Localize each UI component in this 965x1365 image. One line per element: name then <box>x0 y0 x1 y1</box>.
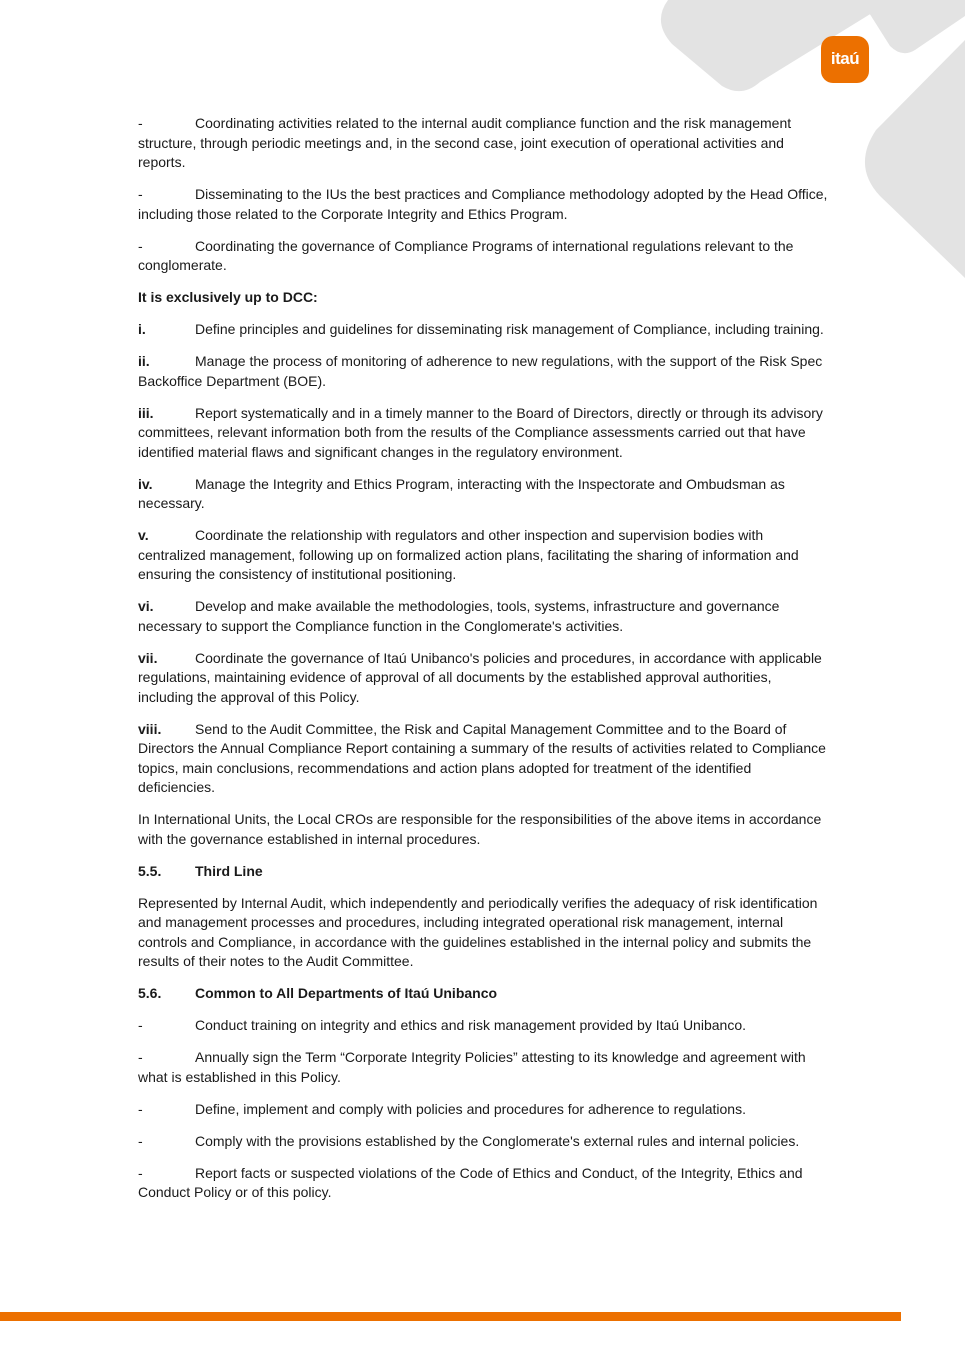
item-text: Manage the process of monitoring of adherence to new regulations, with the support of the Risk Spec Backoffice Department (BOE). <box>138 353 823 389</box>
top-item <box>138 185 830 224</box>
item-text: Annually sign the Term “Corporate Integrity Policies” attesting to its knowledge and agreement with what is established in this Policy. <box>138 1049 806 1085</box>
item-text: Define, implement and comply with policies and procedures for adherence to regulations. <box>195 1100 746 1117</box>
item-text: Coordinate the relationship with regulators and other inspection and supervision bodies with centralized management, following up on formalized action plans, facilitating the sharing of information and ensuring the consistency of institutional positioning. <box>138 527 799 582</box>
section-5-5-body: Represented by Internal Audit, which independently and periodically verifies the adequacy of risk identification and management processes and procedures, including integrated operational risk management, internal controls and Compliance, in accordance with the guidelines established in the internal policy and submits the results of their notes to the Audit Committee. <box>138 894 818 969</box>
top-item <box>138 114 830 173</box>
section-5-6-item <box>138 1016 830 1036</box>
item-marker: viii. <box>138 720 162 737</box>
item-marker: iv. <box>138 475 153 492</box>
item-marker: v. <box>138 527 149 543</box>
item-marker: ii. <box>138 353 150 369</box>
item-marker: - <box>138 115 143 131</box>
dcc-item <box>138 597 830 636</box>
section-5-6-item <box>138 1048 830 1087</box>
item-text: Report systematically and in a timely manner to the Board of Directors, directly or through its advisory committees, relevant information both from the results of the Compliance assessments carried out that have identified material flaws and significant changes in the regulatory environment. <box>138 404 823 460</box>
section-5-6-item <box>138 1164 830 1203</box>
item-marker: i. <box>138 321 146 337</box>
dcc-heading: It is exclusively up to DCC: <box>138 289 318 305</box>
international-note: In International Units, the Local CROs are responsible for the responsibilities of the above items in accordance with the governance established in internal procedures. <box>138 811 822 847</box>
item-marker: - <box>138 1100 143 1117</box>
item-text: Define principles and guidelines for disseminating risk management of Compliance, including training. <box>195 321 824 337</box>
item-marker: vi. <box>138 598 154 614</box>
item-text: Report facts or suspected violations of the Code of Ethics and Conduct, of the Integrity, Ethics and Conduct Policy or of this policy. <box>138 1164 803 1200</box>
section-number: 5.6. <box>138 985 162 1001</box>
logo-text: itaú <box>830 49 860 68</box>
section-5-6-item <box>138 1100 830 1120</box>
dcc-item <box>138 475 830 514</box>
item-text: Coordinating activities related to the internal audit compliance function and the risk management structure, through periodic meetings and, in the second case, joint execution of operational activities and reports. <box>138 115 792 170</box>
section-number: 5.5. <box>138 862 162 879</box>
item-text: Disseminating to the IUs the best practices and Compliance methodology adopted by the Head Office, including those related to the Corporate Integrity and Ethics Program. <box>138 186 828 222</box>
item-text: Develop and make available the methodologies, tools, systems, infrastructure and governance necessary to support the Compliance function in the Conglomerate's activities. <box>138 598 780 634</box>
item-text: Conduct training on integrity and ethics and risk management provided by Itaú Unibanco. <box>195 1017 746 1033</box>
section-heading-5-6 <box>138 984 830 1004</box>
item-marker: - <box>138 237 143 254</box>
itau-logo <box>821 36 869 83</box>
section-heading-5-5 <box>138 862 830 882</box>
item-text: Comply with the provisions established by the Conglomerate's external rules and internal policies. <box>195 1132 800 1149</box>
item-marker: vii. <box>138 649 158 666</box>
section-title: Common to All Departments of Itaú Unibanco <box>195 985 498 1001</box>
item-text: Manage the Integrity and Ethics Program, interacting with the Inspectorate and Ombudsman as necessary. <box>138 475 785 511</box>
item-marker: iii. <box>138 404 154 421</box>
footer-accent-bar <box>0 1312 901 1321</box>
item-marker: - <box>138 186 143 202</box>
top-item <box>138 237 830 276</box>
item-text: Send to the Audit Committee, the Risk and Capital Management Committee and to the Board of Directors the Annual Compliance Report containing a summary of the results of activities related to Compliance topics, main conclusions, recommendations and action plans adopted for treatment of the identified deficiencies. <box>138 720 826 795</box>
item-marker: - <box>138 1132 143 1149</box>
dcc-item <box>138 320 830 340</box>
dcc-item <box>138 720 830 798</box>
dcc-item <box>138 352 830 391</box>
dcc-item <box>138 649 830 708</box>
item-marker: - <box>138 1017 143 1033</box>
item-marker: - <box>138 1049 143 1065</box>
section-title: Third Line <box>195 862 263 879</box>
dcc-item <box>138 404 830 463</box>
item-marker: - <box>138 1164 143 1181</box>
item-text: Coordinating the governance of Compliance Programs of international regulations relevant to the conglomerate. <box>138 237 794 273</box>
section-5-6-item <box>138 1132 830 1152</box>
item-text: Coordinate the governance of Itaú Unibanco's policies and procedures, in accordance with applicable regulations, maintaining evidence of approval of all documents by the established approval authorities, including the approval of this Policy. <box>138 649 822 705</box>
dcc-item <box>138 526 830 585</box>
decor-shape-top <box>866 0 965 53</box>
document-body <box>138 114 830 1215</box>
decor-shape-right <box>865 40 965 278</box>
